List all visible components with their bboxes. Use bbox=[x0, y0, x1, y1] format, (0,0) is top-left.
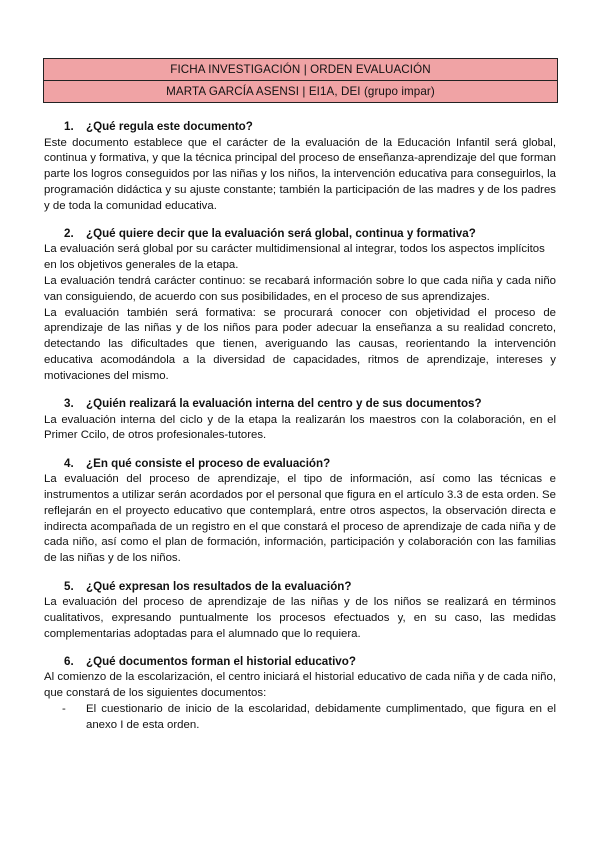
section-question: ¿Qué quiere decir que la evaluación será global, continua y formativa? bbox=[86, 226, 476, 240]
section-number: 3. bbox=[64, 397, 74, 411]
section-number: 4. bbox=[64, 456, 74, 470]
section-5 bbox=[44, 579, 556, 643]
section-number: 1. bbox=[64, 120, 74, 133]
section-3 bbox=[44, 396, 556, 444]
section-6 bbox=[44, 654, 556, 734]
paragraph: Este documento establece que el carácter de la evaluación de la Educación Infantil será global, continua y formativa, y que la técnica principal del proceso de enseñanza-aprendizaje del que forman parte los logros conseguidos por las niñas y los niños, la intervención educativa para conseguirlos, la programación didáctica y su ajuste constante; también la participación de las madres y de los padres y de toda la comunidad educativa. bbox=[44, 136, 556, 212]
section-heading bbox=[44, 226, 556, 243]
list-item bbox=[44, 702, 556, 734]
section-question: ¿Quién realizará la evaluación interna del centro y de sus documentos? bbox=[86, 397, 482, 411]
section-heading bbox=[44, 579, 556, 596]
paragraph: La evaluación interna del ciclo y de la etapa la realizarán los maestros con la colaboración, en el Primer Ccilo, de otros profesionales-tutores. bbox=[44, 413, 556, 442]
document-header bbox=[43, 58, 558, 103]
section-number: 6. bbox=[64, 654, 74, 668]
section-question: ¿En qué consiste el proceso de evaluación? bbox=[86, 456, 331, 470]
paragraph: La evaluación también será formativa: se procurará conocer con objetividad el proceso de aprendizaje de las niñas y de los niños para poder adecuar la enseñanza a su realidad concreto, detectando las dificultades que tienen, averiguando las causas, reorientando la intervención educativa acomodándola a la diversidad de capacidades, ritmos de aprendizaje, intereses y motivaciones del mismo. bbox=[44, 306, 556, 382]
section-question: ¿Qué expresan los resultados de la evaluación? bbox=[86, 579, 352, 593]
section-number: 5. bbox=[64, 579, 74, 593]
paragraph: Al comienzo de la escolarización, el centro iniciará el historial educativo de cada niña y de cada niño, que constará de los siguientes documentos: bbox=[44, 671, 556, 700]
section-heading bbox=[44, 396, 556, 413]
document-body bbox=[44, 119, 556, 745]
section-heading bbox=[44, 119, 556, 136]
section-heading bbox=[44, 654, 556, 671]
paragraph: La evaluación del proceso de aprendizaje de las niñas y de los niños se realizará en términos cualitativos, expresando puntualmente los procesos efectuados y, en su caso, las medidas complementarias adoptadas para el alumnado que lo requiera. bbox=[44, 596, 556, 640]
header-author: MARTA GARCÍA ASENSI | EI1A, DEI (grupo impar) bbox=[44, 80, 557, 102]
section-heading bbox=[44, 456, 556, 473]
section-number: 2. bbox=[64, 226, 74, 240]
section-1 bbox=[44, 119, 556, 214]
bullet-dash: - bbox=[62, 703, 66, 716]
section-question: ¿Qué regula este documento? bbox=[86, 120, 253, 133]
list-item-text: El cuestionario de inicio de la escolaridad, debidamente cumplimentado, que figura en el anexo I de esta orden. bbox=[86, 703, 556, 731]
paragraph: La evaluación del proceso de aprendizaje, el tipo de información, así como las técnicas e instrumentos a utilizar serán acordados por el personal que figura en el artículo 3.3 de esta orden. Se reflejarán en el proyecto educativo que contemplará, entre otros aspectos, la observación directa e indirecta acompañada de un registro en el que constará el proceso de aprendizaje de cada niña y de cada niño, así como el plan de formación, información, participación y colaboración con las familias de las niñas y de los niños. bbox=[44, 473, 556, 565]
section-2 bbox=[44, 226, 556, 385]
paragraph: La evaluación tendrá carácter continuo: se recabará información sobre lo que cada niña y cada niño van consiguiendo, de acuerdo con sus posibilidades, en el proceso de sus aprendizajes. bbox=[44, 275, 556, 303]
header-title: FICHA INVESTIGACIÓN | ORDEN EVALUACIÓN bbox=[170, 63, 431, 76]
section-question: ¿Qué documentos forman el historial educativo? bbox=[86, 654, 356, 668]
paragraph: La evaluación será global por su carácter multidimensional al integrar, todos los aspectos implícitos en los objetivos generales de la etapa. bbox=[44, 243, 545, 272]
section-4 bbox=[44, 456, 556, 567]
